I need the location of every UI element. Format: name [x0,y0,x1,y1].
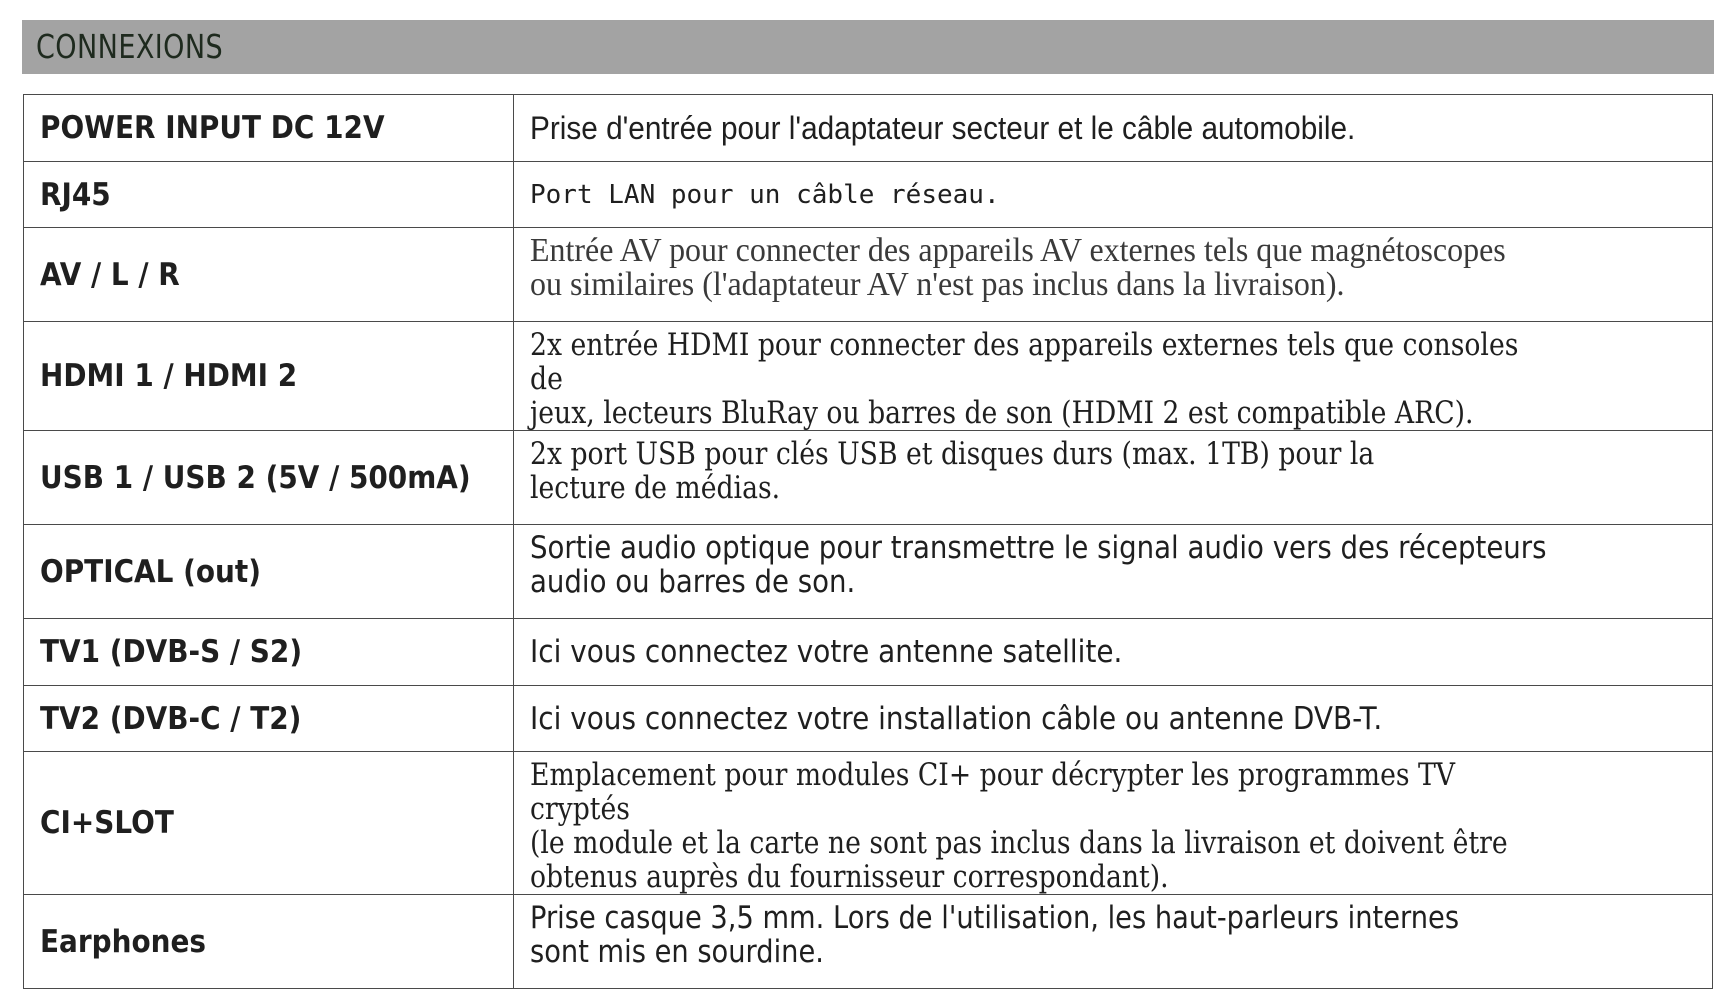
connector-label: HDMI 1 / HDMI 2 [24,322,514,431]
connector-description [514,895,1713,989]
connector-label: TV1 (DVB-S / S2) [24,619,514,686]
description-line: sont mis en sourdine. [530,934,824,970]
connector-description: Prise d'entrée pour l'adaptateur secteur et le câble automobile. [514,95,1713,162]
table-row [24,431,1713,525]
description-line: 2x entrée HDMI pour connecter des appareils externes tels que consoles de [530,327,1519,397]
connector-label: POWER INPUT DC 12V [24,95,514,162]
connector-label: OPTICAL (out) [24,525,514,619]
description-line: Prise casque 3,5 mm. Lors de l'utilisation, les haut-parleurs internes [530,900,1460,936]
table-row [24,95,1713,162]
description-line: jeux, lecteurs BluRay ou barres de son (HDMI 2 est compatible ARC). [530,395,1474,431]
section-header [22,20,1714,74]
table-row [24,322,1713,431]
connector-description [514,322,1713,431]
connector-description [514,228,1713,322]
description-line: (le module et la carte ne sont pas inclus dans la livraison et doivent être [530,825,1508,861]
connector-label: AV / L / R [24,228,514,322]
description-line: 2x port USB pour clés USB et disques durs (max. 1TB) pour la [530,436,1375,472]
connector-label: RJ45 [24,162,514,228]
connector-label: CI+SLOT [24,752,514,895]
description-line: Entrée AV pour connecter des appareils AV externes tels que magnétoscopes [530,232,1506,269]
connector-description [514,431,1713,525]
connector-description [514,752,1713,895]
table-row [24,895,1713,989]
description-line: Sortie audio optique pour transmettre le signal audio vers des récepteurs [530,530,1547,566]
connector-description: Port LAN pour un câble réseau. [514,162,1713,228]
description-line: Emplacement pour modules CI+ pour décrypter les programmes TV cryptés [530,757,1456,827]
description-line: lecture de médias. [530,470,781,506]
table-row [24,525,1713,619]
description-line: obtenus auprès du fournisseur correspondant). [530,859,1169,895]
table-row [24,619,1713,686]
connector-label: USB 1 / USB 2 (5V / 500mA) [24,431,514,525]
table-row [24,162,1713,228]
description-line: ou similaires (l'adaptateur AV n'est pas inclus dans la livraison). [530,266,1345,303]
connector-description: Ici vous connectez votre installation câble ou antenne DVB-T. [514,686,1713,752]
table-row [24,228,1713,322]
table-row [24,752,1713,895]
connections-table [23,94,1713,989]
connector-label: Earphones [24,895,514,989]
connector-description: Ici vous connectez votre antenne satellite. [514,619,1713,686]
connector-label: TV2 (DVB-C / T2) [24,686,514,752]
description-line: audio ou barres de son. [530,564,856,600]
connector-description [514,525,1713,619]
section-title: CONNEXIONS [36,27,224,66]
table-row [24,686,1713,752]
